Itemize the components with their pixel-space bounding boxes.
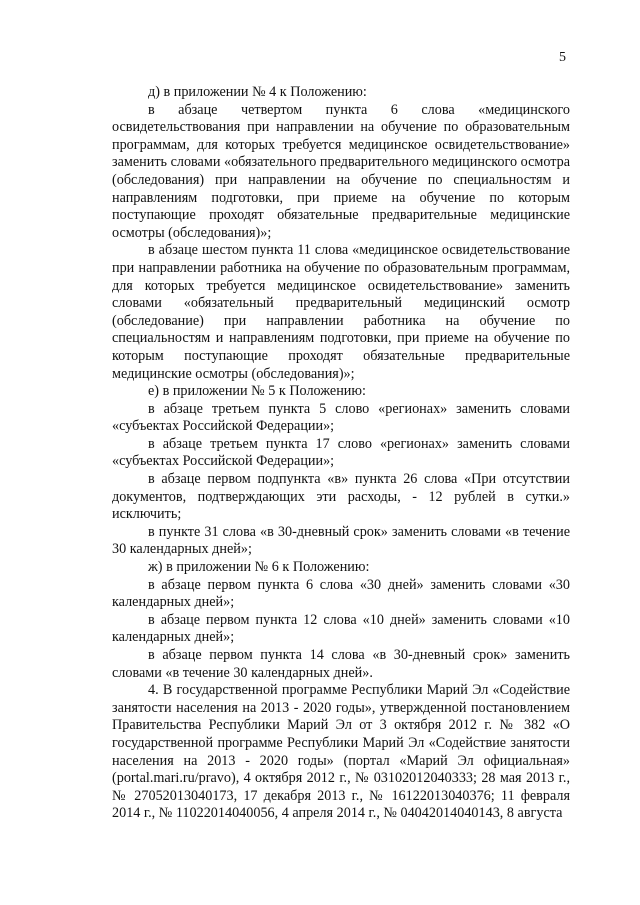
- paragraph-item-14-amendment: в абзаце первом пункта 14 слова «в 30-дневный срок» заменить словами «в течение 30 календарных дней».: [112, 647, 570, 681]
- paragraph-item-11-amendment: в абзаце шестом пункта 11 слова «медицинское освидетельствование при направлении работника на обучение по образовательным программам, для которых требуется медицинское освидетельствование» заменить словами «обязательный предварительный медицинский осмотр (обследование) при направлении работника на обучение по специальностям и направлениям подготовки, при приеме на обучение по которым поступающие проходят обязательные предварительные медицинские осмотры (обследования)»;: [112, 242, 570, 382]
- paragraph-item-6-days-amendment: в абзаце первом пункта 6 слова «30 дней» заменить словами «30 календарных дней»;: [112, 576, 570, 611]
- paragraph-section-4: 4. В государственной программе Республики Марий Эл «Содействие занятости населения на 2013 - 2020 годы», утвержденной постановлением Правительства Республики Марий Эл от 3 октября 2012 г. № 382 «О государственной программе Республики Марий Эл «Содействие занятости населения на 2013 - 2020 годы» (портал «Марий Эл официальная» (portal.mari.ru/pravo), 4 октября 2012 г., № 03102012040333; 28 мая 2013 г., № 27052013040173, 17 декабря 2013 г., № 16122013040376; 11 февраля 2014 г., № 11022014040056, 4 апреля 2014 г., № 04042014040143, 8 августа: [112, 682, 570, 822]
- paragraph-appendix-6-heading: ж) в приложении № 6 к Положению:: [148, 559, 370, 576]
- paragraph-item-17-amendment: в абзаце третьем пункта 17 слово «регионах» заменить словами «субъектах Российской Федерации»;: [112, 435, 570, 470]
- paragraph-item-12-amendment: в абзаце первом пункта 12 слова «10 дней» заменить словами «10 календарных дней»;: [112, 611, 570, 646]
- paragraph-appendix-5-heading: е) в приложении № 5 к Положению:: [148, 383, 366, 400]
- page-number: 5: [559, 50, 566, 65]
- paragraph-item-6-amendment: в абзаце четвертом пункта 6 слова «медицинского освидетельствования при направлении на обучение по образовательным программам, для которых требуется медицинское освидетельствование» заменить словами «обязательного предварительного медицинского осмотра (обследования) при направлении на обучение по специальностям и направлениям подготовки, при приеме на обучение по которым поступающие проходят обязательные предварительные медицинские осмотры (обследования)»;: [112, 101, 571, 241]
- document-body: [112, 84, 570, 823]
- paragraph-item-5-amendment: в абзаце третьем пункта 5 слово «регионах» заменить словами «субъектах Российской Федерации»;: [112, 400, 570, 435]
- paragraph-item-26-amendment: в абзаце первом подпункта «в» пункта 26 слова «При отсутствии документов, подтверждающих эти расходы, - 12 рублей в сутки.» исключить;: [112, 471, 570, 523]
- paragraph-item-31-amendment: в пункте 31 слова «в 30-дневный срок» заменить словами «в течение 30 календарных дней»;: [112, 523, 570, 558]
- paragraph-appendix-4-heading: д) в приложении № 4 к Положению:: [148, 84, 367, 100]
